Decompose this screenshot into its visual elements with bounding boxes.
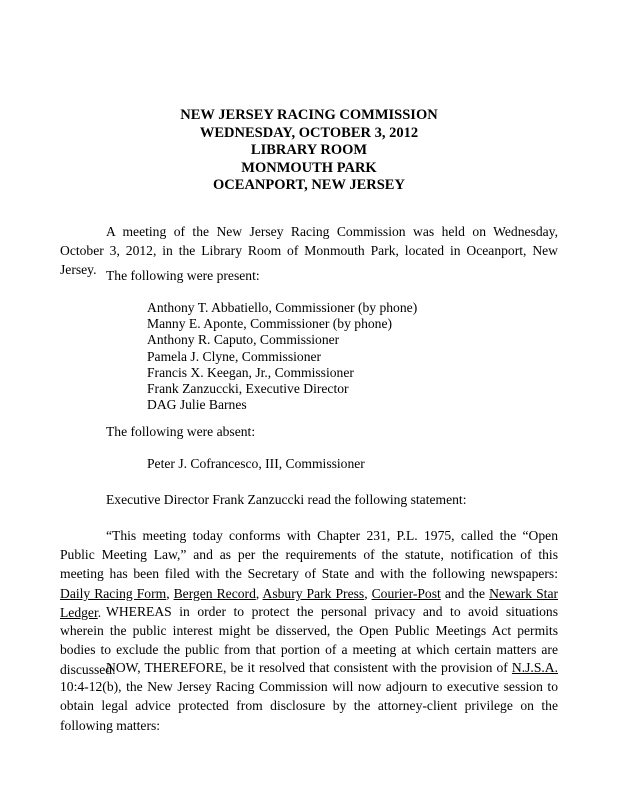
list-item: DAG Julie Barnes — [147, 397, 247, 413]
present-list — [147, 300, 417, 413]
heading-line-venue: MONMOUTH PARK — [241, 159, 377, 176]
list-item: Pamela J. Clyne, Commissioner — [147, 348, 322, 364]
absent-list — [147, 456, 365, 472]
newspaper-daily-racing-form: Daily Racing Form — [60, 585, 167, 601]
statement-paragraph: “This meeting today conforms with Chapter 231, P.L. 1975, called the “Open Public Meeting Law,” and as per the requirements of the statute, notification of this meeting has been filed with the Secretary of State and with the following newspapers: Daily Racing Form, Bergen Record, Asbury Park Press, Courier-Post and the Newark Star Ledger. — [60, 528, 559, 620]
document-heading — [0, 107, 618, 195]
absent-heading: The following were absent: — [106, 424, 256, 439]
newspaper-courier-post: Courier-Post — [371, 585, 441, 601]
heading-line-commission: NEW JERSEY RACING COMMISSION — [180, 107, 438, 123]
list-item: Frank Zanzuccki, Executive Director — [147, 381, 349, 397]
heading-line-date: WEDNESDAY, OCTOBER 3, 2012 — [199, 124, 419, 141]
intro-text: A meeting of the New Jersey Racing Commission was held on Wednesday, October 3, 2012, in the Library Room of Monmouth Park, located in Oceanport, New Jersey. — [60, 224, 558, 278]
list-item: Anthony R. Caputo, Commissioner — [147, 332, 340, 348]
resolution-paragraph: NOW, THEREFORE, be it resolved that consistent with the provision of N.J.S.A. 10:4-12(b), the New Jersey Racing Commission will now adjourn to executive session to obtain legal advice protected from disclosure by the attorney-client privilege on the following matters: — [60, 660, 558, 733]
present-heading: The following were present: — [106, 268, 260, 283]
heading-line-location: OCEANPORT, NEW JERSEY — [213, 177, 405, 194]
newspaper-bergen-record: Bergen Record — [173, 585, 256, 601]
list-item: Manny E. Aponte, Commissioner (by phone) — [147, 316, 393, 332]
whereas-text: WHEREAS in order to protect the personal privacy and to avoid situations wherein the public interest might be disserved, the Open Public Meetings Act permits bodies to exclude the public from that portion of a meeting at which certain matters are discussed. — [60, 604, 558, 677]
newspaper-newark-star-ledger: Newark Star Ledger — [60, 585, 559, 620]
list-item: Francis X. Keegan, Jr., Commissioner — [147, 364, 354, 380]
statement-intro: Executive Director Frank Zanzuccki read the following statement: — [106, 492, 467, 507]
statute-citation: N.J.S.A. — [511, 660, 558, 675]
list-item: Peter J. Cofrancesco, III, Commissioner — [147, 456, 365, 471]
newspaper-asbury-park-press: Asbury Park Press — [262, 585, 365, 601]
heading-line-room: LIBRARY ROOM — [250, 142, 368, 159]
list-item: Anthony T. Abbatiello, Commissioner (by phone) — [147, 300, 418, 315]
